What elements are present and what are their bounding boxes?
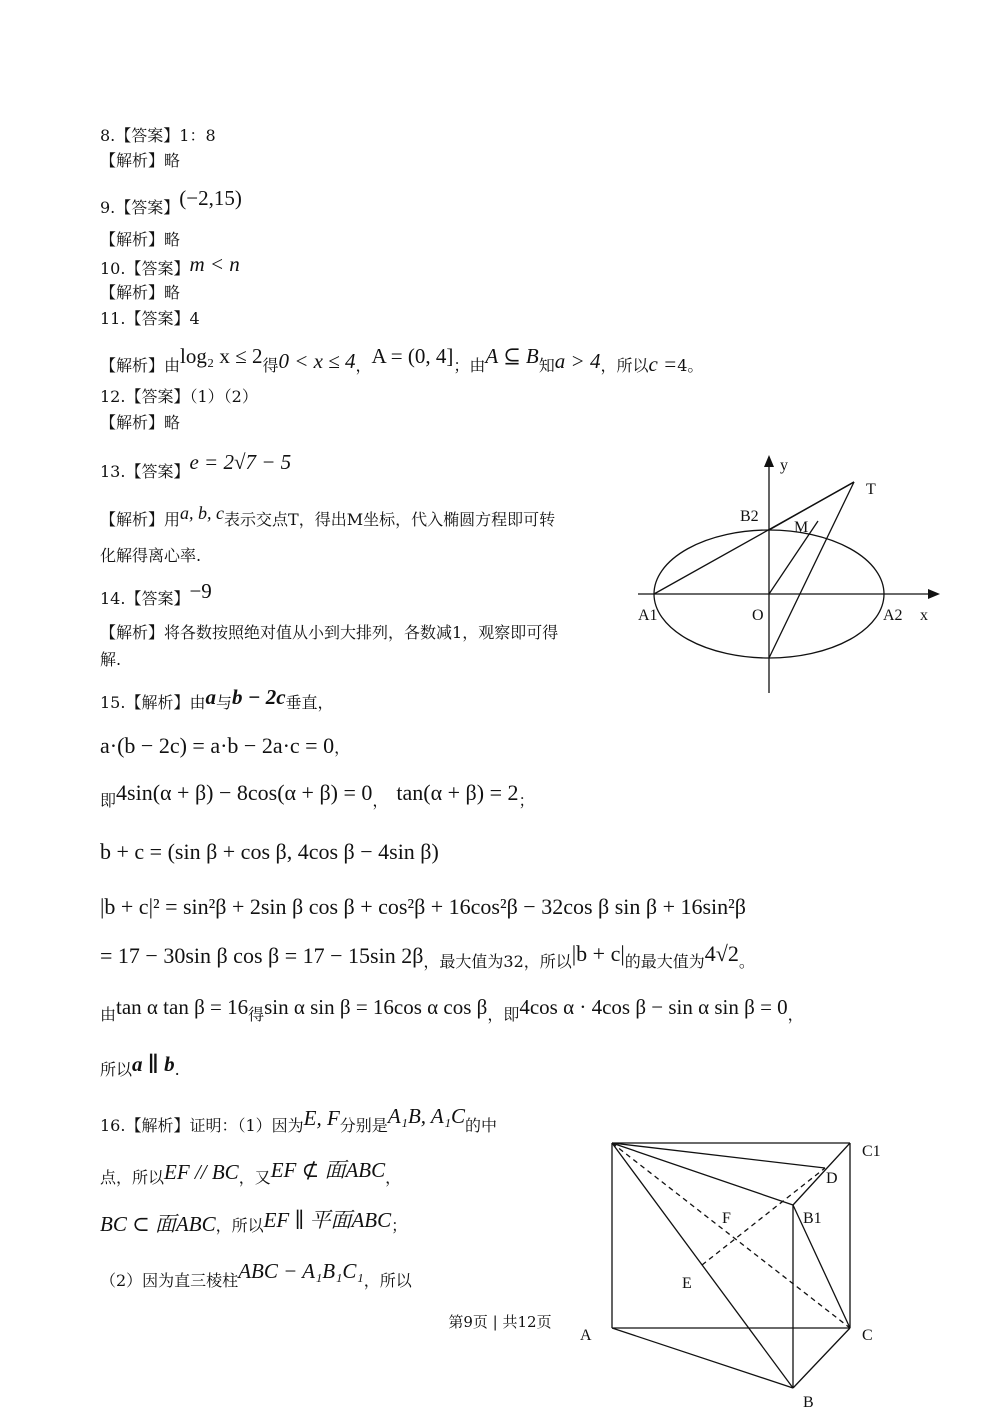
q12-analysis-line [100,413,180,433]
math: EF ⊄ 面ABC [270,1158,386,1182]
q13-label: 13.【答案】 [100,462,190,481]
math: E, F [303,1106,340,1130]
math: c = [648,352,678,376]
q12-analysis-label: 【解析】 [100,413,165,432]
math: tan α tan β = 16 [116,995,249,1019]
text: ， [334,738,351,757]
label-T: T [866,481,876,498]
text: 得 [248,1005,265,1024]
q14-label: 14.【答案】 [100,589,190,608]
q9-answer-line [100,186,242,218]
edge-A1B1 [612,1143,793,1205]
q9-analysis-label: 【解析】 [100,230,165,249]
q8-answer-line [100,126,216,146]
q9-analysis: 略 [164,230,181,249]
q10-analysis-label: 【解析】 [100,283,165,302]
q9-analysis-line [100,230,180,250]
q10-analysis-line [100,283,180,303]
q9-label: 9.【答案】 [100,198,180,217]
math: 4sin(α + β) − 8cos(α + β) = 0 [116,780,373,805]
x-axis-arrow-icon [928,589,940,599]
math: = 17 − 30sin β cos β = 17 − 15sin 2β [100,943,424,968]
text: ，即 [487,1005,520,1024]
q11-analysis-label: 【解析】 [100,356,165,375]
q10-answer-line [100,252,240,279]
text: 4。 [677,356,704,375]
math: log₂ x ≤ 2 [180,344,263,368]
math: A ⊆ B [485,344,539,368]
text: ，最大值为32，所以 [423,952,572,971]
math: a ∥ b [132,1052,175,1076]
text: ， [372,791,389,810]
q13-analysis-label: 【解析】 [100,510,165,529]
q9-answer: (−2,15) [179,186,242,210]
line-A1B [612,1143,793,1388]
q15-line-3 [100,780,535,811]
label-M: M [794,519,809,536]
label-B1: B1 [803,1210,822,1227]
label-B: B [803,1394,814,1411]
text: 。 [738,952,755,971]
q14-analysis-label: 【解析】 [100,623,165,642]
q8-analysis-line [100,151,180,171]
q15-line-4 [100,839,439,864]
label-C: C [862,1327,873,1344]
q13-answer-line [100,450,292,482]
q15-line-2 [100,733,351,758]
label-A: A [580,1327,592,1344]
q14-analysis-line-2 [100,650,121,670]
math: 0 < x ≤ 4 [278,349,356,373]
text: ，又 [238,1168,271,1187]
prism-figure [570,1135,900,1414]
q12-analysis: 略 [164,413,181,432]
q10-analysis: 略 [164,283,181,302]
label-F: F [722,1210,731,1227]
text: 用 [164,510,181,529]
text: ， [355,356,372,375]
q14-analysis-line [100,623,558,643]
q10-answer: m < n [189,252,240,276]
text: 点，所以 [100,1168,165,1187]
q15-line-1 [100,685,334,713]
q16-line-1 [100,1104,498,1136]
text: 垂直， [285,693,334,712]
text: 化解得离心率. [100,546,202,565]
edge-BC [793,1328,850,1388]
q11-answer-line [100,309,200,329]
label-x: x [920,607,928,624]
math: 4√2 [704,941,739,966]
text: 由 [164,356,181,375]
text: ， [385,1168,402,1187]
q15-label: 15.【解析】 [100,693,190,712]
line-B2-T [769,482,854,530]
q15-line-6 [100,941,755,972]
text: 分别是 [339,1116,388,1135]
q13-analysis-line [100,503,556,530]
text: 将各数按照绝对值从小到大排列，各数减1，观察即可得 [164,623,559,642]
text: 知 [538,356,555,375]
math: a [205,685,216,709]
text: 即 [100,791,117,810]
math: EF ∥ 平面ABC [263,1208,392,1232]
label-O: O [752,607,764,624]
y-axis-arrow-icon [764,455,774,467]
text: （2）因为直三棱柱 [100,1271,239,1290]
text: 与 [215,693,232,712]
q14-answer: −9 [189,579,212,603]
q11-label: 11.【答案】 [100,309,190,328]
math: A₁B, A₁C [387,1104,466,1128]
text: 的中 [465,1116,498,1135]
line-A1D [612,1143,825,1168]
text: ，所以 [215,1216,264,1235]
line-B1-T [769,482,854,658]
text: ， [787,1005,804,1024]
q8-label: 8.【答案】 [100,126,180,145]
text: 得 [262,356,279,375]
text: ；由 [453,356,486,375]
q14-answer-line [100,579,212,609]
q8-answer: 1：8 [179,126,216,145]
text: 所以 [100,1060,133,1079]
label-A1: A1 [638,607,658,624]
edge-B1C1 [793,1143,850,1205]
math: 4cos α · 4cos β − sin α sin β = 0 [519,995,788,1019]
math: sin α sin β = 16cos α cos β [264,995,488,1019]
q13-answer: e = 2√7 − 5 [189,450,292,474]
math: |b + c| [571,941,625,966]
math: A = (0, 4] [371,344,454,368]
text: 解. [100,650,122,669]
label-B2: B2 [740,508,759,525]
label-D: D [826,1170,838,1187]
q13-analysis-line-2 [100,546,201,566]
q11-answer: 4 [189,309,200,328]
q15-line-7 [100,995,804,1025]
math: EF // BC [164,1160,239,1184]
text: 表示交点T，得出M坐标，代入椭圆方程即可转 [224,510,556,529]
page-footer: 第9页 | 共12页 [448,1313,552,1331]
q16-line-2 [100,1158,402,1188]
q12-label: 12.【答案】 [100,387,190,406]
math: a·(b − 2c) = a·b − 2a·c = 0 [100,733,335,758]
q16-line-3 [100,1208,408,1236]
text: ； [518,791,535,810]
q15-line-8 [100,1052,180,1080]
q16-line-4 [100,1259,412,1291]
q16-label: 16.【解析】 [100,1116,190,1135]
math: |b + c|² = sin²β + 2sin β cos β + cos²β + 16cos²β − 32cos β sin β + 16sin²β [100,894,746,919]
ellipse-figure [630,445,950,700]
q15-line-5 [100,894,746,919]
q10-label: 10.【答案】 [100,259,190,278]
edge-AB [612,1328,793,1388]
q8-analysis-label: 【解析】 [100,151,165,170]
label-A2: A2 [883,607,903,624]
text: 由 [100,1005,117,1024]
text: 由 [189,693,206,712]
math: b − 2c [231,685,286,709]
math: tan(α + β) = 2 [396,780,519,805]
text: ，所以 [600,356,649,375]
text: ； [391,1216,408,1235]
label-y: y [780,457,788,474]
math: a, b, c [180,503,225,523]
q12-answer: （1）（2） [189,387,258,406]
line-A1C-dashed [612,1143,850,1328]
q11-analysis-line [100,344,704,376]
label-C1: C1 [862,1143,881,1160]
math: BC ⊂ 面ABC [100,1212,216,1236]
q8-analysis: 略 [164,151,181,170]
math: ABC − A₁B₁C₁ [238,1259,364,1283]
math: a > 4 [554,349,601,373]
text: 的最大值为 [624,952,705,971]
label-E: E [682,1275,692,1292]
text: 证明：（1）因为 [189,1116,304,1135]
text: ，所以 [363,1271,412,1290]
math: b + c = (sin β + cos β, 4cos β − 4sin β) [100,839,439,864]
q12-answer-line [100,387,258,407]
text: . [174,1060,180,1079]
